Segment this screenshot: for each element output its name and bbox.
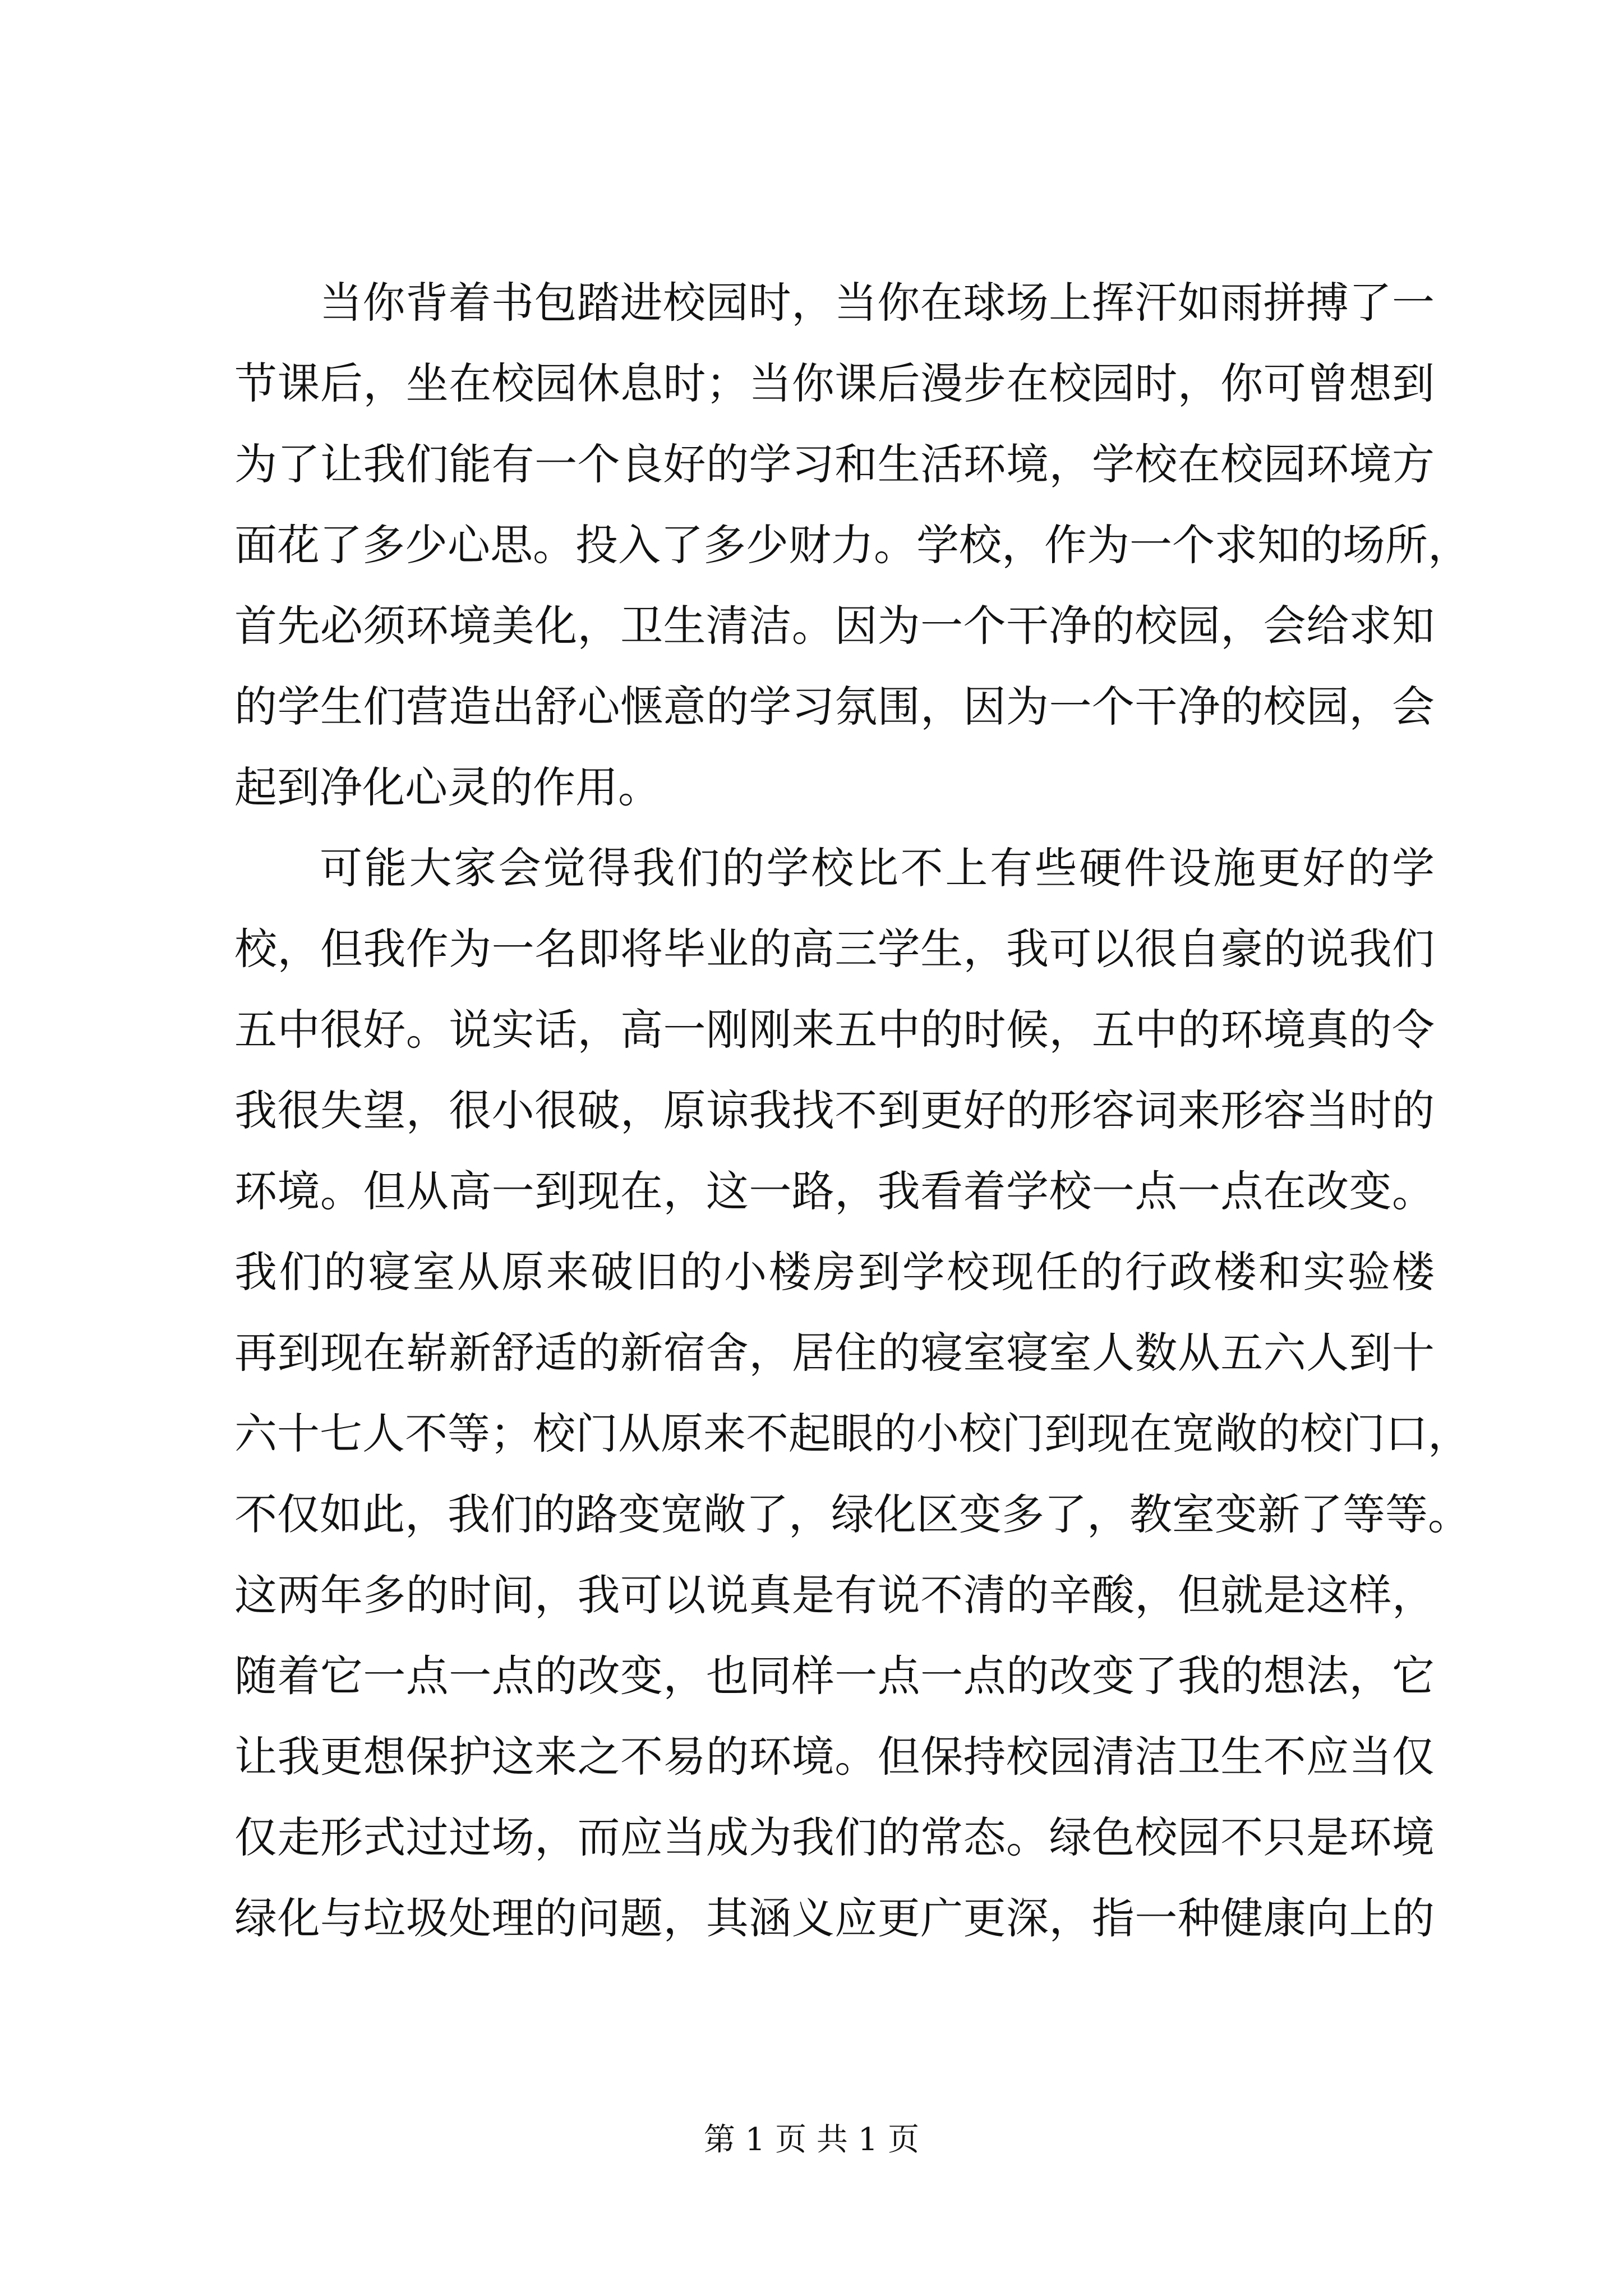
paragraph-2-line-7: 再到现在崭新舒适的新宿舍，居住的寝室寝室人数从五六人到十 — [234, 1328, 1435, 1378]
paragraph-2-line-4: 我很失望，很小很破，原谅我找不到更好的形容词来形容当时的 — [234, 1085, 1435, 1135]
paragraph-1-line-7: 起到净化心灵的作用。 — [234, 762, 661, 812]
paragraph-2-line-9: 不仅如此，我们的路变宽敞了，绿化区变多了，教室变新了等等。 — [234, 1489, 1470, 1539]
paragraph-1-line-6: 的学生们营造出舒心惬意的学习氛围，因为一个干净的校园，会 — [234, 682, 1435, 731]
paragraph-2-line-13: 仅走形式过过场，而应当成为我们的常态。绿色校园不只是环境 — [234, 1812, 1435, 1862]
paragraph-1-line-1: 当你背着书包踏进校园时，当你在球场上挥汗如雨拼搏了一 — [320, 278, 1435, 328]
paragraph-2-line-14: 绿化与垃圾处理的问题，其涵义应更广更深，指一种健康向上的 — [234, 1893, 1435, 1943]
paragraph-1-line-2: 节课后，坐在校园休息时；当你课后漫步在校园时，你可曾想到 — [234, 358, 1435, 408]
paragraph-2-line-12: 让我更想保护这来之不易的环境。但保持校园清洁卫生不应当仅 — [234, 1732, 1435, 1782]
paragraph-2-line-8: 六十七人不等；校门从原来不起眼的小校门到现在宽敞的校门口， — [234, 1409, 1470, 1458]
paragraph-1-line-5: 首先必须环境美化，卫生清洁。因为一个干净的校园，会给求知 — [234, 601, 1435, 651]
document-body — [234, 263, 1470, 1959]
paragraph-2-line-10: 这两年多的时间，我可以说真是有说不清的辛酸，但就是这样， — [234, 1570, 1435, 1620]
paragraph-2-line-1: 可能大家会觉得我们的学校比不上有些硬件设施更好的学 — [320, 843, 1435, 893]
paragraph-1-line-3: 为了让我们能有一个良好的学习和生活环境，学校在校园环境方 — [234, 439, 1435, 489]
paragraph-2-line-2: 校，但我作为一名即将毕业的高三学生，我可以很自豪的说我们 — [234, 924, 1435, 974]
paragraph-2-line-3: 五中很好。说实话，高一刚刚来五中的时候，五中的环境真的令 — [234, 1005, 1435, 1055]
paragraph-1-line-4: 面花了多少心思。投入了多少财力。学校，作为一个求知的场所， — [234, 520, 1470, 570]
paragraph-2-line-11: 随着它一点一点的改变，也同样一点一点的改变了我的想法，它 — [234, 1651, 1435, 1701]
paragraph-2-line-5: 环境。但从高一到现在，这一路，我看着学校一点一点在改变。 — [234, 1166, 1435, 1216]
paragraph-2-line-6: 我们的寝室从原来破旧的小楼房到学校现任的行政楼和实验楼 — [234, 1247, 1435, 1297]
page-number-footer: 第 1 页 共 1 页 — [703, 2122, 920, 2158]
